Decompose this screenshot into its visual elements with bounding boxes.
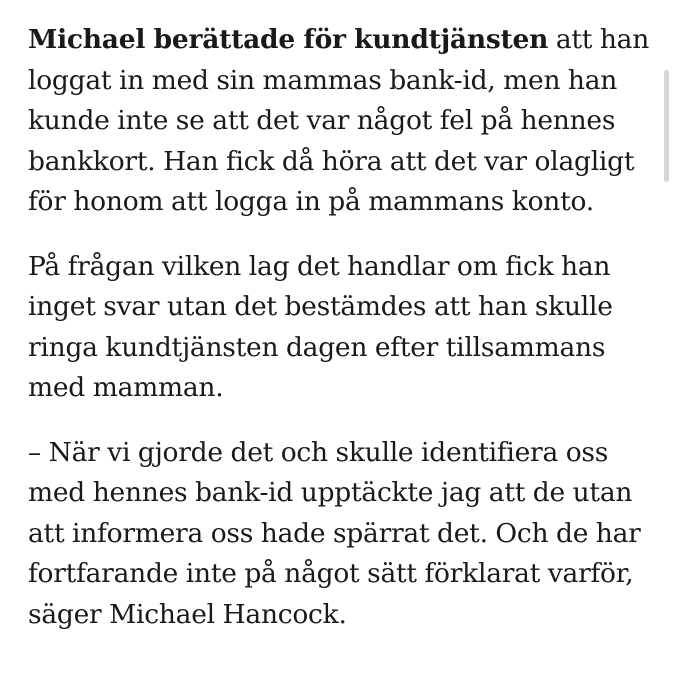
paragraph-3-line-3: att informera oss hade spärrat det. Och de har: [28, 517, 641, 549]
paragraph-3-line-1: – När vi gjorde det och skulle identifiera oss: [28, 436, 609, 468]
paragraph-1-line-2: loggat in med sin mammas bank-id, men han: [28, 64, 618, 96]
paragraph-2: [28, 247, 653, 409]
paragraph-2-line-3: ringa kundtjänsten dagen efter tillsammans: [28, 331, 606, 363]
paragraph-2-line-4: med mamman.: [28, 372, 224, 403]
scrollbar-thumb[interactable]: [664, 70, 669, 182]
paragraph-1-line-4: bankkort. Han fick då höra att det var olagligt: [28, 145, 635, 177]
article-body: [28, 20, 653, 659]
paragraph-3-line-2: med hennes bank-id upptäckte jag att de utan: [28, 477, 633, 508]
paragraph-1-bold-lead: Michael berättade för kundtjänsten: [28, 24, 549, 55]
paragraph-1: [28, 20, 653, 223]
paragraph-3: [28, 433, 653, 636]
paragraph-1-line-3: kunde inte se att det var något fel på hennes: [28, 105, 616, 136]
paragraph-1-line-1-rest: att han: [548, 24, 650, 55]
paragraph-1-line-5: för honom att logga in på mammans konto.: [28, 186, 594, 217]
paragraph-3-line-4: fortfarande inte på något sätt förklarat varför,: [28, 558, 634, 589]
paragraph-1-line-1: [28, 20, 653, 61]
paragraph-2-line-2: inget svar utan det bestämdes att han skulle: [28, 291, 613, 322]
paragraph-2-line-1: På frågan vilken lag det handlar om fick han: [28, 250, 611, 282]
paragraph-3-line-5: säger Michael Hancock.: [28, 598, 347, 630]
